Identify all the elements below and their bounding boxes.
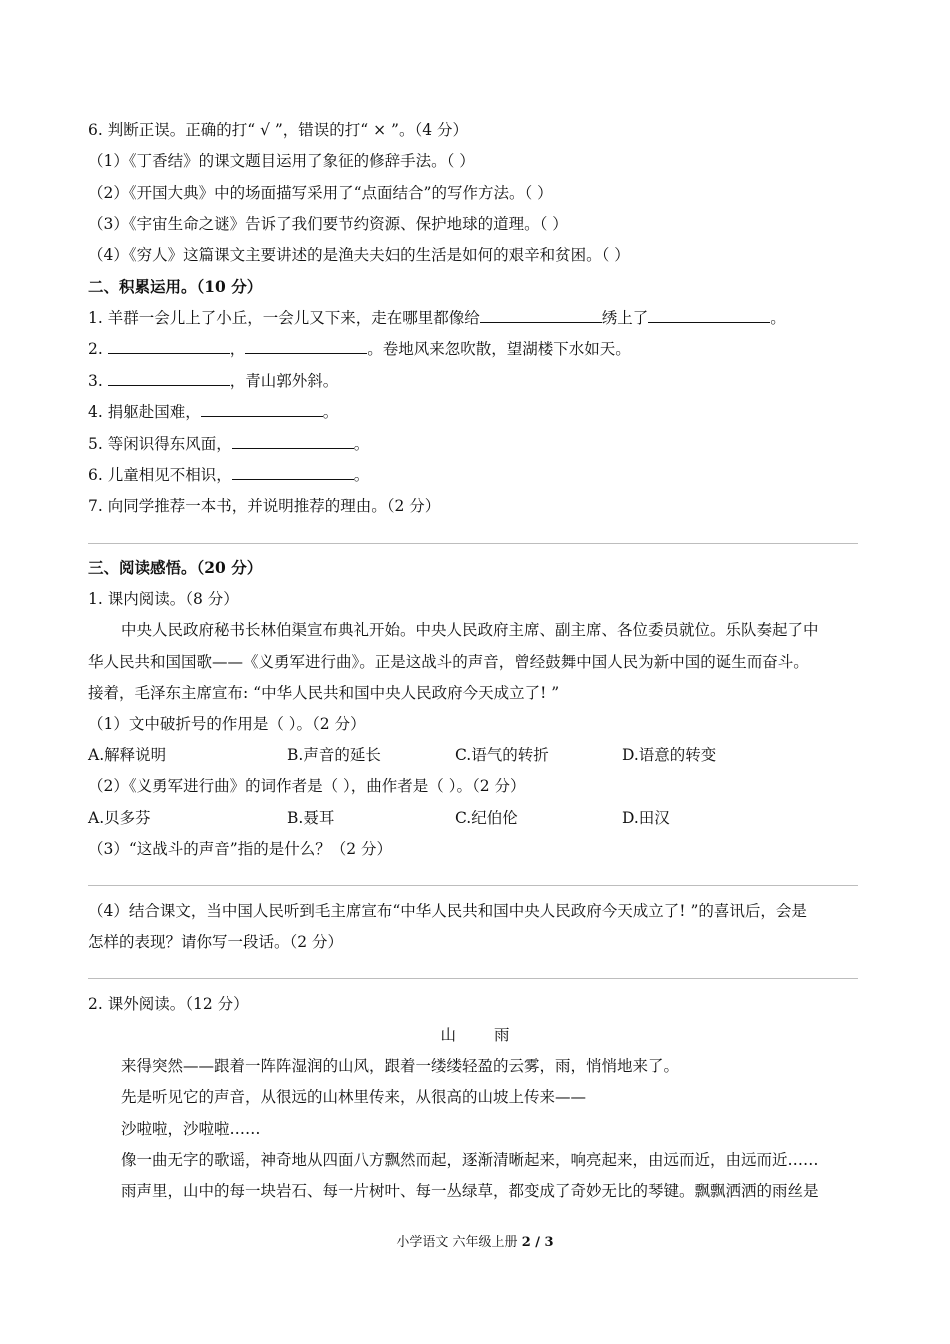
poem-title <box>0 1025 950 1045</box>
q3-text-a: 3. <box>88 372 103 390</box>
fill-blank[interactable] <box>245 339 367 354</box>
fill-blank[interactable] <box>648 308 770 323</box>
s2-question-1 <box>88 308 786 328</box>
fill-blank[interactable] <box>480 308 602 323</box>
poem-title-char-1: 山 <box>440 1026 456 1044</box>
passage-line-1: 中央人民政府秘书长林伯渠宣布典礼开始。中央人民政府主席、副主席、各位委员就位。乐队奏起了中 <box>121 621 819 639</box>
section2-heading: 二、积累运用。（10 分） <box>88 277 263 296</box>
s2-question-4 <box>88 402 338 422</box>
answer-line[interactable] <box>88 978 858 979</box>
s2-question-7: 7. 向同学推荐一本书，并说明推荐的理由。（2 分） <box>88 497 441 515</box>
fill-blank[interactable] <box>232 465 354 480</box>
q1-option-c[interactable]: C.语气的转折 <box>455 746 549 764</box>
q3-text-b: ，青山郭外斜。 <box>229 372 339 390</box>
passage-line-3: 接着，毛泽东主席宣布: “中华人民共和国中央人民政府今天成立了! ” <box>88 684 560 702</box>
s2-question-6 <box>88 465 369 485</box>
poem-line-2: 先是听见它的声音，从很远的山林里传来，从很高的山坡上传来—— <box>121 1088 587 1106</box>
page-footer <box>0 1231 950 1250</box>
fill-blank[interactable] <box>232 434 354 449</box>
s3-q3: （3）“这战斗的声音”指的是什么？（2 分） <box>88 840 392 858</box>
q2-text-b: ， <box>229 340 246 358</box>
q1-text-b: 绣上了 <box>601 309 649 327</box>
s2-question-3 <box>88 371 338 391</box>
answer-line[interactable] <box>88 885 858 886</box>
fill-blank[interactable] <box>108 371 230 386</box>
q5-text-a: 5. 等闲识得东风面， <box>88 435 232 453</box>
q6-item-4: （4）《穷人》这篇课文主要讲述的是渔夫夫妇的生活是如何的艰辛和贫困。（ ） <box>88 246 630 264</box>
section3-heading: 三、阅读感悟。（20 分） <box>88 558 263 577</box>
poem-line-4: 像一曲无字的歌谣，神奇地从四面八方飘然而起，逐渐清晰起来，响亮起来，由远而近，由远而近…… <box>121 1151 819 1169</box>
q6-heading: 6. 判断正误。正确的打“ √ ”，错误的打“ × ”。（4 分） <box>88 121 469 139</box>
q6-item-1: （1）《丁香结》的课文题目运用了象征的修辞手法。（ ） <box>88 152 475 170</box>
q6-item-3: （3）《宇宙生命之谜》告诉了我们要节约资源、保护地球的道理。（ ） <box>88 215 568 233</box>
q2-option-d[interactable]: D.田汉 <box>622 809 670 827</box>
q2-option-b[interactable]: B.聂耳 <box>287 809 335 827</box>
q2-text-c: 。卷地风来忽吹散，望湖楼下水如天。 <box>367 340 631 358</box>
q2-option-c[interactable]: C.纪伯伦 <box>455 809 518 827</box>
q6-item-2: （2）《开国大典》中的场面描写采用了“点面结合”的写作方法。（ ） <box>88 184 553 202</box>
answer-line[interactable] <box>88 543 858 544</box>
passage-line-2: 华人民共和国国歌——《义勇军进行曲》。正是这战斗的声音，曾经鼓舞中国人民为新中国的诞生而奋斗。 <box>88 653 809 671</box>
part2-heading: 2. 课外阅读。（12 分） <box>88 995 249 1013</box>
q4-text-a: 4. 捐躯赴国难， <box>88 403 201 421</box>
page-number: 2 / 3 <box>521 1235 554 1250</box>
footer-text: 小学语文 六年级上册 <box>396 1235 522 1250</box>
q6-text-b: 。 <box>353 466 370 484</box>
s3-q4-line-2: 怎样的表现？请你写一段话。（2 分） <box>88 933 344 951</box>
s2-question-2 <box>88 339 631 359</box>
poem-line-3: 沙啦啦，沙啦啦…… <box>121 1120 261 1138</box>
q1-option-b[interactable]: B.声音的延长 <box>287 746 381 764</box>
poem-line-1: 来得突然——跟着一阵阵湿润的山风，跟着一缕缕轻盈的云雾，雨，悄悄地来了。 <box>121 1057 680 1075</box>
q2-text-a: 2. <box>88 340 103 358</box>
fill-blank[interactable] <box>108 339 230 354</box>
s3-q4-line-1: （4）结合课文，当中国人民听到毛主席宣布“中华人民共和国中央人民政府今天成立了! ”的喜讯后，会是 <box>88 902 807 920</box>
s3-q2: （2）《义勇军进行曲》的词作者是（ ），曲作者是（ ）。（2 分） <box>88 777 526 795</box>
q1-text-a: 1. 羊群一会儿上了小丘，一会儿又下来，走在哪里都像给 <box>88 309 480 327</box>
part1-heading: 1. 课内阅读。（8 分） <box>88 590 239 608</box>
q6-text-a: 6. 儿童相见不相识， <box>88 466 232 484</box>
poem-line-5: 雨声里，山中的每一块岩石、每一片树叶、每一丛绿草，都变成了奇妙无比的琴键。飘飘洒洒的雨丝是 <box>121 1182 819 1200</box>
s2-question-5 <box>88 434 369 454</box>
q1-text-c: 。 <box>770 309 786 327</box>
s3-q1: （1）文中破折号的作用是（ ）。（2 分） <box>88 715 366 733</box>
q4-text-b: 。 <box>322 403 339 421</box>
fill-blank[interactable] <box>201 402 323 417</box>
poem-title-char-2: 雨 <box>494 1026 510 1044</box>
q5-text-b: 。 <box>353 435 370 453</box>
q1-option-a[interactable]: A.解释说明 <box>88 746 167 764</box>
q2-option-a[interactable]: A.贝多芬 <box>88 809 151 827</box>
q1-option-d[interactable]: D.语意的转变 <box>622 746 717 764</box>
